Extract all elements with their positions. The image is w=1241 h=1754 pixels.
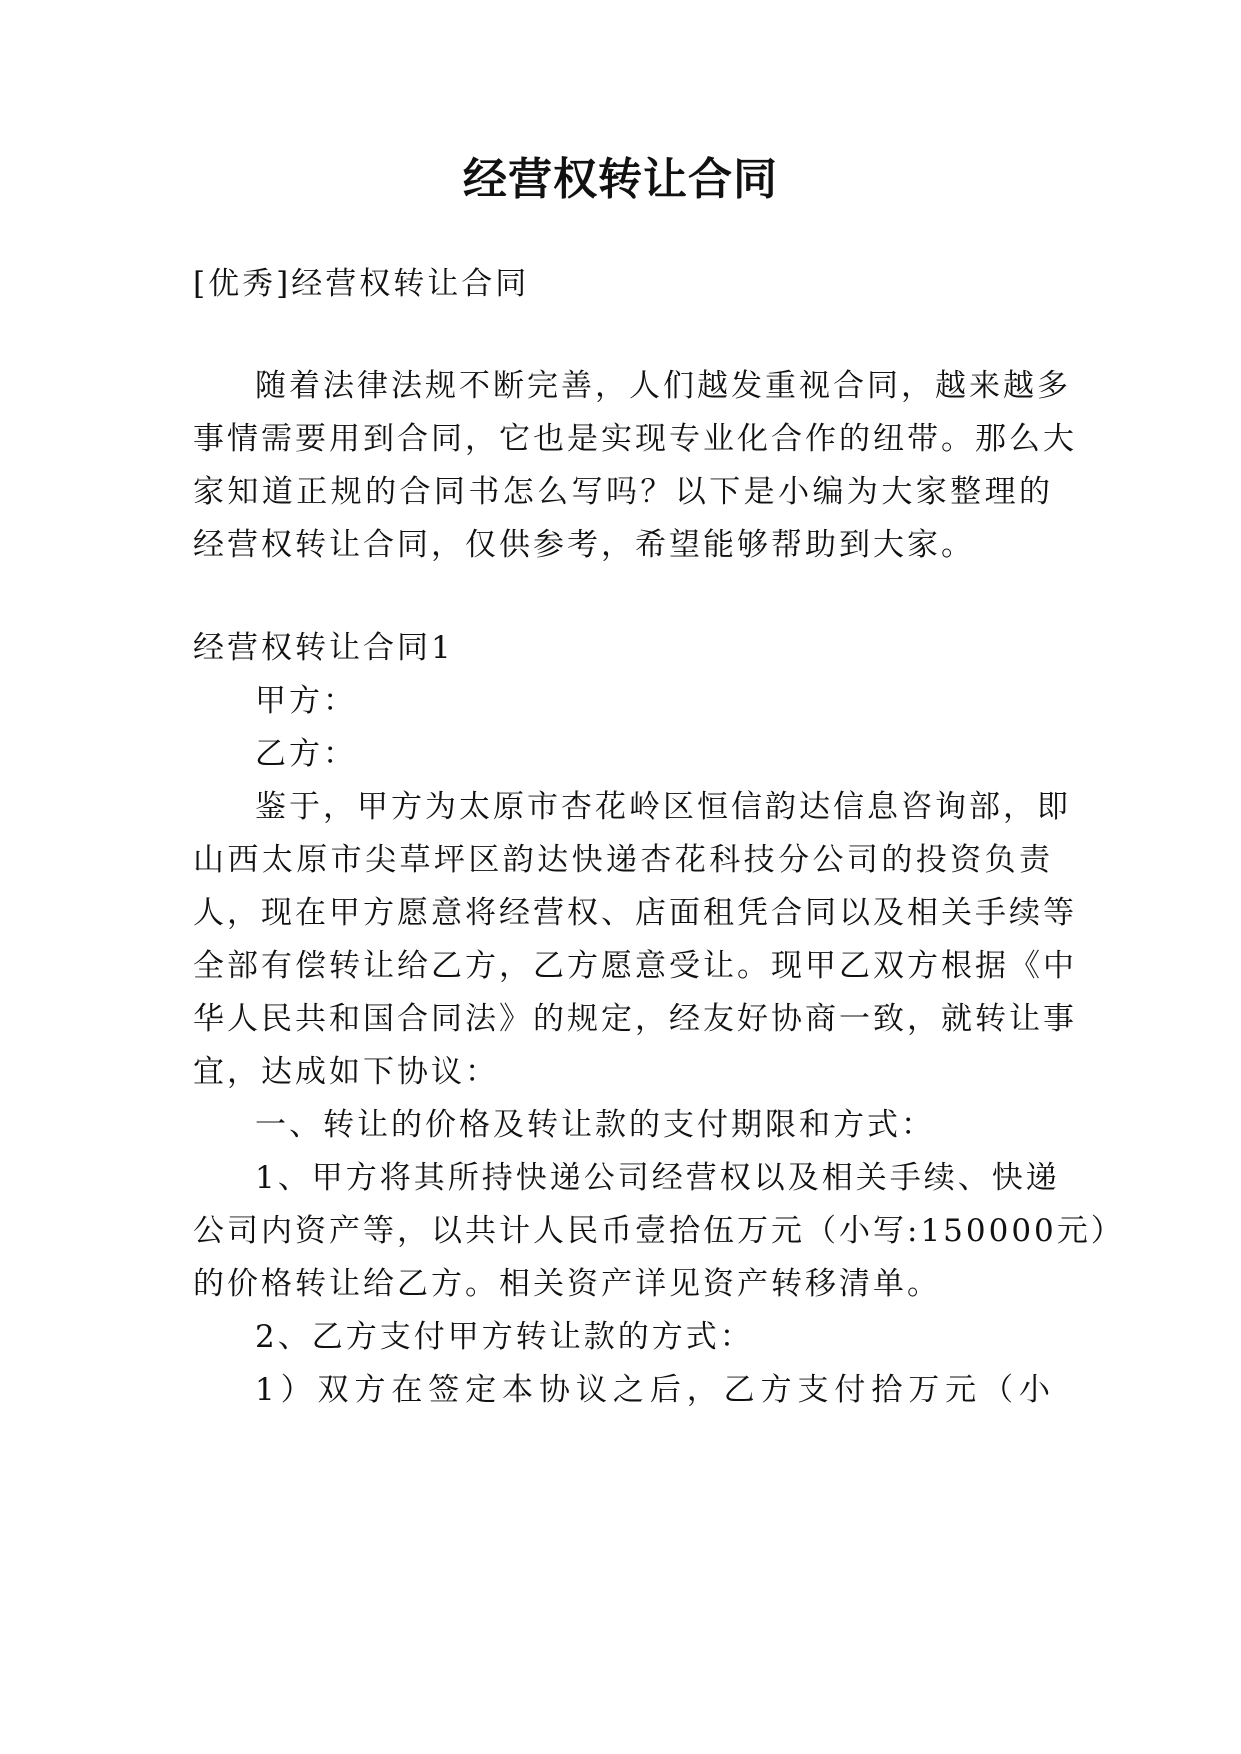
recital-line-3: 人，现在甲方愿意将经营权、店面租凭合同以及相关手续等 (193, 895, 1077, 931)
document-subtitle: [优秀]经营权转让合同 (193, 266, 530, 302)
recital-line-2: 山西太原市尖草坪区韵达快递杏花科技分公司的投资负责 (193, 842, 1053, 878)
clause-1-1-line-2: 公司内资产等，以共计人民币壹拾伍万元（小写:150000元） (193, 1213, 1125, 1249)
clause-1-2-heading: 2、乙方支付甲方转让款的方式： (255, 1319, 754, 1355)
intro-line-1: 随着法律法规不断完善，人们越发重视合同，越来越多 (255, 368, 1071, 404)
intro-line-3: 家知道正规的合同书怎么写吗？以下是小编为大家整理的 (193, 474, 1053, 510)
party-b-label: 乙方： (255, 736, 357, 772)
intro-line-2: 事情需要用到合同，它也是实现专业化合作的纽带。那么大 (193, 421, 1077, 457)
recital-line-4: 全部有偿转让给乙方，乙方愿意受让。现甲乙双方根据《中 (193, 948, 1077, 984)
recital-line-6: 宜，达成如下协议： (193, 1054, 499, 1090)
recital-line-5: 华人民共和国合同法》的规定，经友好协商一致，就转让事 (193, 1001, 1077, 1037)
recital-line-1: 鉴于，甲方为太原市杏花岭区恒信韵达信息咨询部，即 (255, 789, 1071, 825)
clause-1-heading: 一、转让的价格及转让款的支付期限和方式： (255, 1107, 935, 1143)
clause-1-2-1-line: 1）双方在签定本协议之后，乙方支付拾万元（小 (255, 1372, 1053, 1408)
document-title: 经营权转让合同 (463, 154, 778, 205)
section-heading: 经营权转让合同1 (193, 630, 454, 666)
clause-1-1-line-1: 1、甲方将其所持快递公司经营权以及相关手续、快递 (255, 1160, 1060, 1196)
clause-1-1-line-3: 的价格转让给乙方。相关资产详见资产转移清单。 (193, 1266, 941, 1302)
intro-line-4: 经营权转让合同，仅供参考，希望能够帮助到大家。 (193, 527, 975, 563)
party-a-label: 甲方： (255, 683, 357, 719)
